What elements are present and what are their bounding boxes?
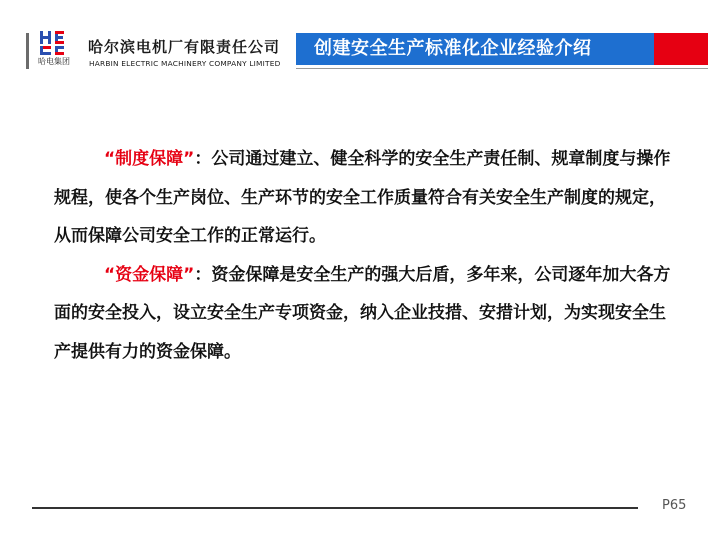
paragraph-text: ：公司通过建立、健全科学的安全生产责任制、规章制度与操作规程，使各个生产岗位、生产环节的安全工作质量符合有关安全生产制度的规定，从而保障公司安全工作的正常运行。: [54, 149, 671, 246]
header-accent-bar: [26, 33, 29, 69]
highlight-system-guarantee: “制度保障”: [104, 149, 195, 169]
company-name-en: HARBIN ELECTRIC MACHINERY COMPANY LIMITED: [89, 59, 281, 68]
company-name-cn: 哈尔滨电机厂有限责任公司: [88, 38, 281, 56]
header: [0, 0, 720, 80]
paragraph-system-guarantee: [54, 140, 678, 256]
page-number: P65: [662, 498, 687, 513]
header-divider: [296, 68, 708, 69]
highlight-funding-guarantee: “资金保障”: [104, 264, 195, 285]
slide-body: [54, 140, 678, 371]
footer-divider: [32, 507, 638, 509]
slide-title: 创建安全生产标准化企业经验介绍: [296, 33, 654, 65]
paragraph-funding-guarantee: [54, 256, 678, 372]
logo-caption: 哈电集团: [38, 57, 70, 66]
title-accent-block: [654, 33, 708, 65]
paragraph-text: ：资金保障是安全生产的强大后盾，多年来，公司逐年加大各方面的安全投入，设立安全生产专项资金，纳入企业技措、安措计划，为实现安全生产提供有力的资金保障。: [54, 264, 671, 362]
